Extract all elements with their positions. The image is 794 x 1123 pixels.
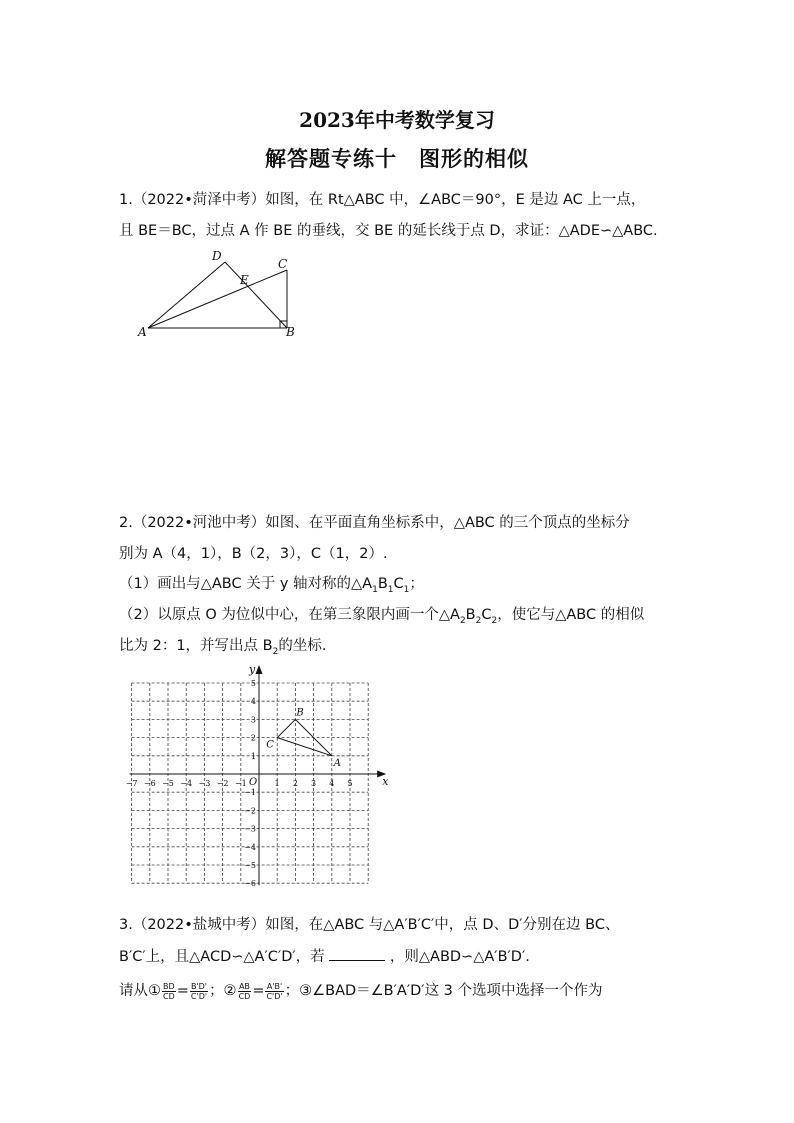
x-tick-label: 2 (292, 779, 298, 788)
page-subtitle: 解答题专练十 图形的相似 (265, 146, 529, 171)
label-A: A (138, 325, 147, 339)
q1-line2: 且 BE＝BC，过点 A 作 BE 的垂线，交 BE 的延长线于点 D，求证：△ADE∽△ABC. (119, 223, 658, 239)
y-tick-label: 2 (250, 733, 256, 743)
q2-line5: 比为 2：1，并写出点 $B_2$的坐标. (119, 638, 327, 657)
y-tick-label: −4 (244, 842, 256, 852)
y-axis-arrow (256, 665, 263, 674)
x-tick-label: 4 (329, 779, 335, 788)
y-tick-label: 3 (250, 715, 256, 725)
y-tick-label: −5 (244, 861, 256, 870)
y-tick-label: 1 (250, 751, 256, 761)
x-tick-label: −3 (198, 779, 211, 788)
x-tick-label: −5 (162, 779, 174, 788)
point-label-C: C (266, 739, 274, 751)
label-D: D (212, 249, 222, 263)
point-label-B: B (296, 707, 304, 719)
y-tick-label: −3 (244, 824, 256, 834)
fraction-1: $\frac{BD}{CD}$ (163, 981, 175, 1001)
label-E: E (240, 273, 249, 287)
x-tick-label: −7 (125, 779, 138, 788)
q3-line1: 3.（2022•盐城中考）如图，在△ABC 与△A′B′C′中，点 D、D′分别在边 BC、 (119, 917, 620, 933)
answer-blank[interactable] (329, 948, 385, 961)
segment-AC (148, 270, 287, 328)
y-axis-label: y (249, 663, 256, 676)
q1-figure (130, 248, 305, 343)
q3-line3: 请从① $\frac{BD}{CD}$ = $\frac{B'D'}{C'D'}$ ；② $\frac{AB}{CD}$ = $\frac{A'B'}{C'D'}$ ；③∠BAD＝∠B′A′D′这 3 个选项中选择一个作为 (119, 981, 603, 1001)
label-B: B (286, 325, 295, 339)
point-label-A: A (333, 757, 342, 769)
origin-label: O (249, 777, 258, 788)
x-axis-label: x (382, 775, 389, 788)
x-tick-label: −2 (216, 779, 229, 788)
page-title: 2023年中考数学复习 (299, 108, 495, 132)
q2-line1: 2.（2022•河池中考）如图、在平面直角坐标系中，△ABC 的三个顶点的坐标分 (119, 515, 630, 531)
x-tick-label: 1 (274, 779, 280, 788)
q1-line1: 1.（2022•菏泽中考）如图，在 Rt△ABC 中，∠ABC＝90°，E 是边 AC 上一点， (119, 192, 646, 208)
fraction-2b: $\frac{A'B'}{C'D'}$ (266, 981, 283, 1001)
fraction-2: $\frac{AB}{CD}$ (238, 981, 251, 1001)
x-tick-label: −1 (234, 779, 247, 788)
y-tick-label: −6 (244, 879, 256, 889)
q2-part1: （1）画出与△ABC 关于 y 轴对称的$\triangle A_1B_1C_1$； (119, 576, 424, 595)
q2-part2: （2）以原点 O 为位似中心，在第三象限内画一个$\triangle A_2B_2C_2$，使它与△ABC 的相似 (119, 607, 645, 626)
q2-coordinate-grid (110, 658, 389, 898)
y-tick-label: −1 (244, 788, 256, 798)
y-tick-label: 4 (250, 697, 256, 707)
x-tick-label: 3 (311, 779, 317, 788)
label-C: C (278, 257, 288, 271)
q3-line2: B′C′上，且△ACD∽△A′C′D′，若 ，则△ABD∽△A′B′D′. (119, 949, 530, 965)
segment-DB (225, 262, 287, 328)
y-tick-label: −2 (244, 806, 256, 816)
q2-line2: 别为 A（4，1），B（2，3），C（1，2）. (119, 546, 388, 562)
segment-AD (148, 262, 225, 328)
fraction-1b: $\frac{B'D'}{C'D'}$ (190, 981, 208, 1001)
x-tick-label: −4 (180, 779, 193, 788)
y-tick-label: 5 (250, 679, 256, 688)
x-tick-label: −6 (143, 779, 156, 788)
x-tick-label: 5 (347, 779, 353, 788)
